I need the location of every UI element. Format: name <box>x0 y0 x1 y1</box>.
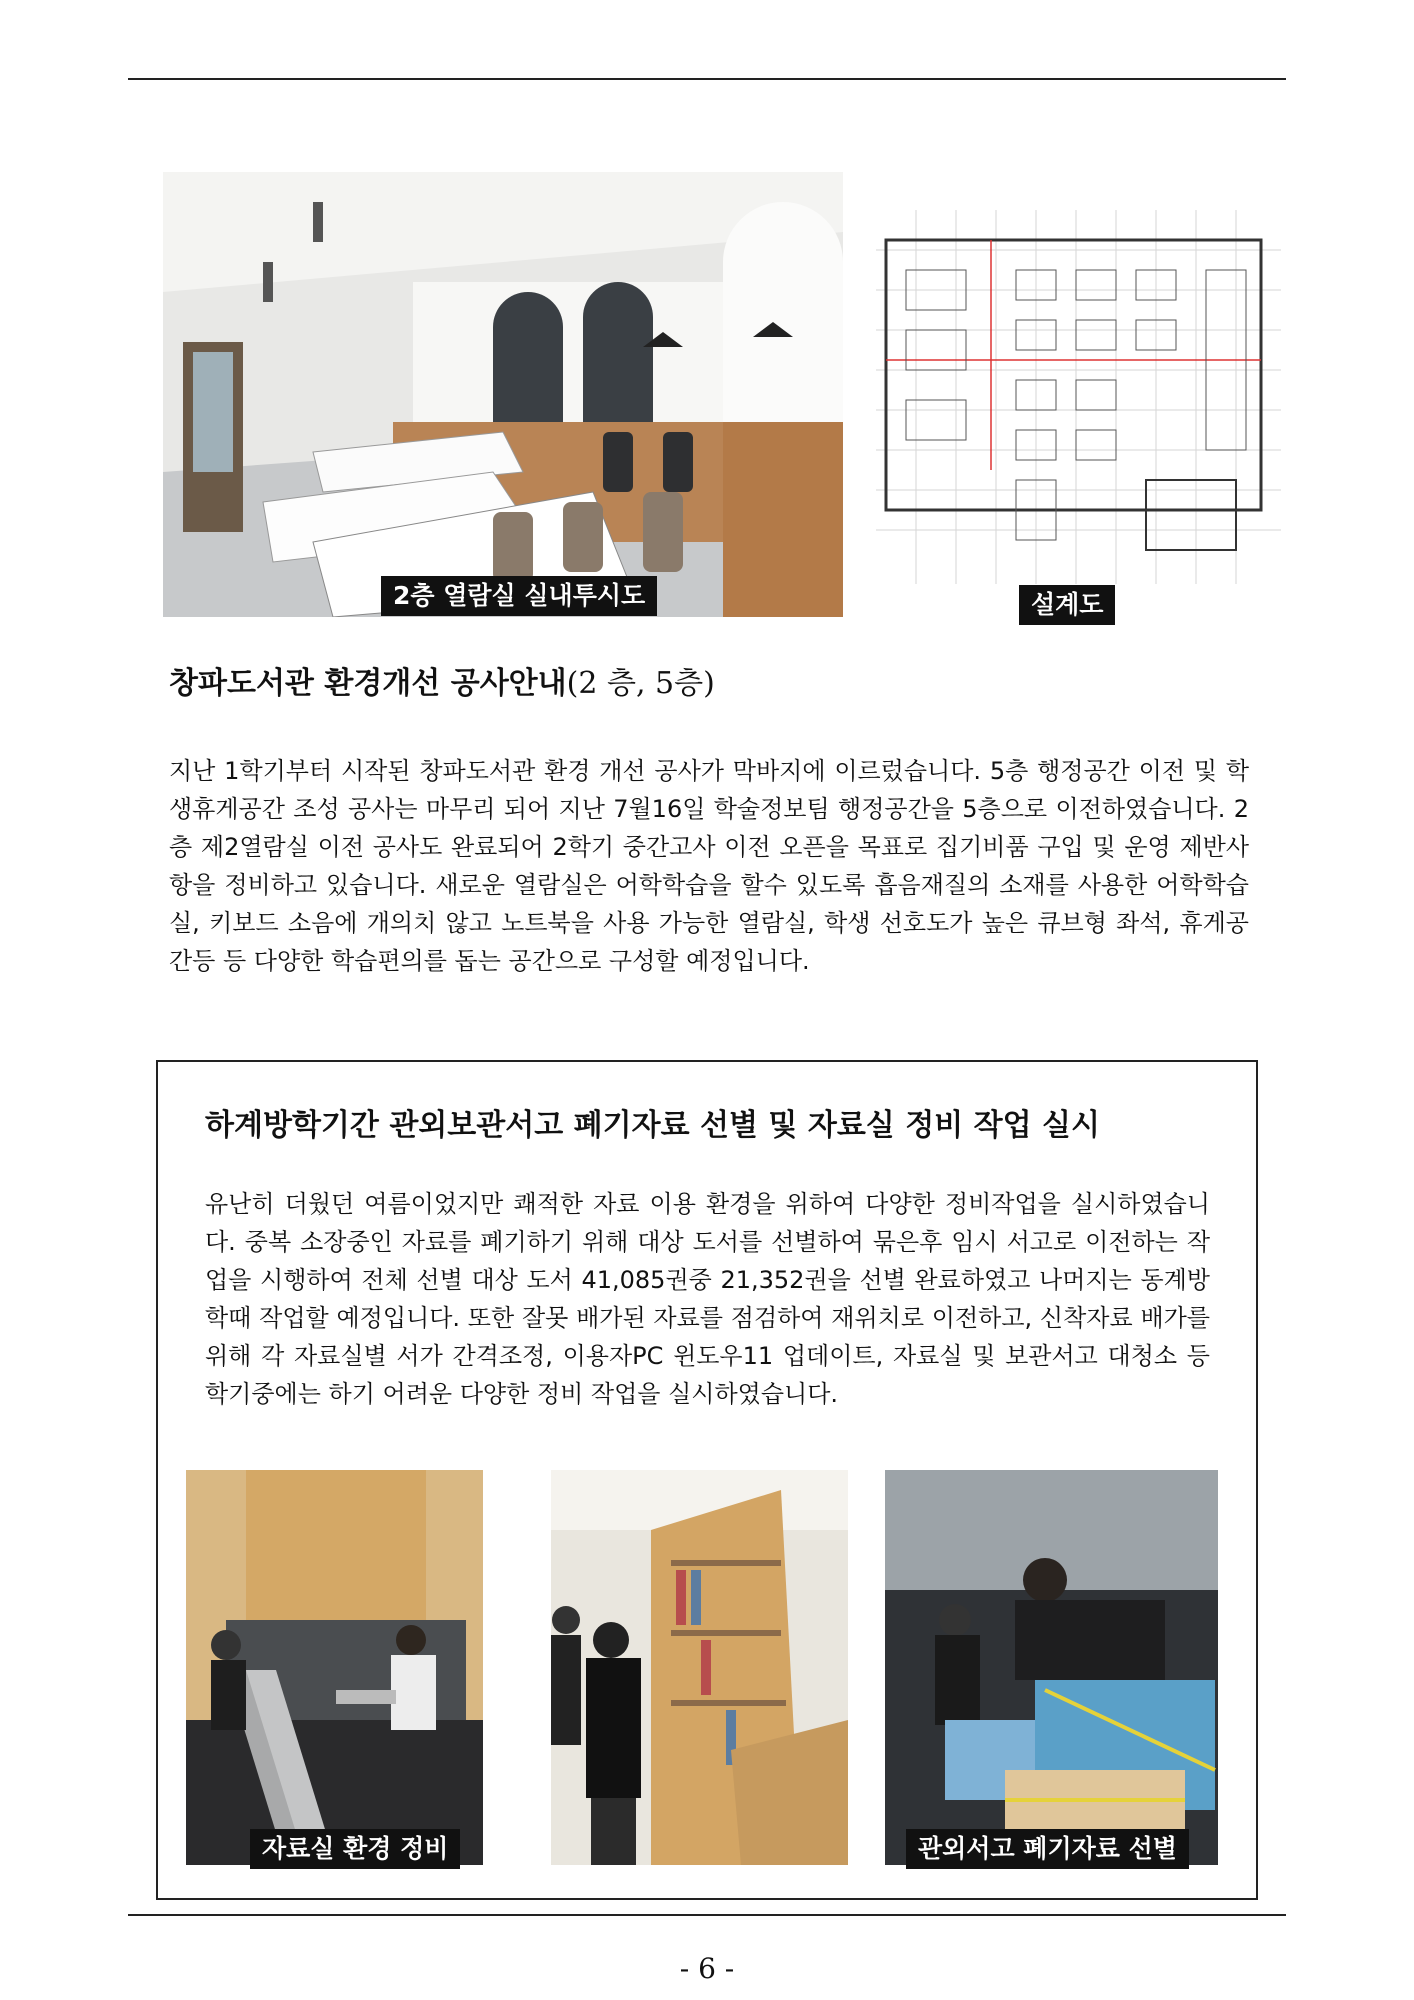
section1-body: 지난 1학기부터 시작된 창파도서관 환경 개선 공사가 막바지에 이르렀습니다. 5층 행정공간 이전 및 학생휴게공간 조성 공사는 마무리 되어 지난 7월16일 학술정보팀 행정공간을 5층으로 이전하였습니다. 2층 제2열람실 이전 공사도 완료되어 2학기 중간고사 이전 오픈을 목표로 집기비품 구입 및 운영 제반사항을 정비하고 있습니다. 새로운 열람실은 어학학습을 할수 있도록 흡음재질의 소재를 사용한 어학학습실, 키보드 소음에 개의치 않고 노트북을 사용 가능한 열람실, 학생 선호도가 높은 큐브형 좌석, 휴게공간등 등 다양한 학습편의를 돕는 공간으로 구성할 예정입니다. <box>169 757 1249 975</box>
reading-room-rendering <box>163 172 843 617</box>
top-rule <box>128 78 1286 80</box>
section2-title: 하계방학기간 관외보관서고 폐기자료 선별 및 자료실 정비 작업 실시 <box>205 1108 1100 1143</box>
section1-title <box>169 658 715 702</box>
bottom-rule <box>128 1914 1286 1916</box>
section1-title-text: 창파도서관 환경개선 공사안내 <box>169 666 567 701</box>
plan-caption: 설계도 <box>1019 585 1115 625</box>
photo-book-sorting <box>885 1470 1218 1865</box>
section1-title-paren: (2 층, 5층) <box>566 666 715 701</box>
photo1-caption: 자료실 환경 정비 <box>250 1829 460 1869</box>
photo3-caption: 관외서고 폐기자료 선별 <box>906 1829 1189 1869</box>
photo-bookshelves <box>551 1470 848 1865</box>
photo-room-maintenance <box>186 1470 483 1865</box>
floor-plan <box>876 210 1281 584</box>
section2-body: 유난히 더웠던 여름이었지만 쾌적한 자료 이용 환경을 위하여 다양한 정비작업을 실시하였습니다. 중복 소장중인 자료를 폐기하기 위해 대상 도서를 선별하여 묶은후 임시 서고로 이전하는 작업을 시행하여 전체 선별 대상 도서 41,085권중 21,352권을 선별 완료하였고 나머지는 동계방학때 작업할 예정입니다. 또한 잘못 배가된 자료를 점검하여 재위치로 이전하고, 신착자료 배가를 위해 각 자료실별 서가 간격조정, 이용자PC 윈도우11 업데이트, 자료실 및 보관서고 대청소 등 학기중에는 하기 어려운 다양한 정비 작업을 실시하였습니다. <box>205 1190 1210 1408</box>
rendering-caption: 2층 열람실 실내투시도 <box>381 576 657 616</box>
page-number: - 6 - <box>679 1952 735 1985</box>
